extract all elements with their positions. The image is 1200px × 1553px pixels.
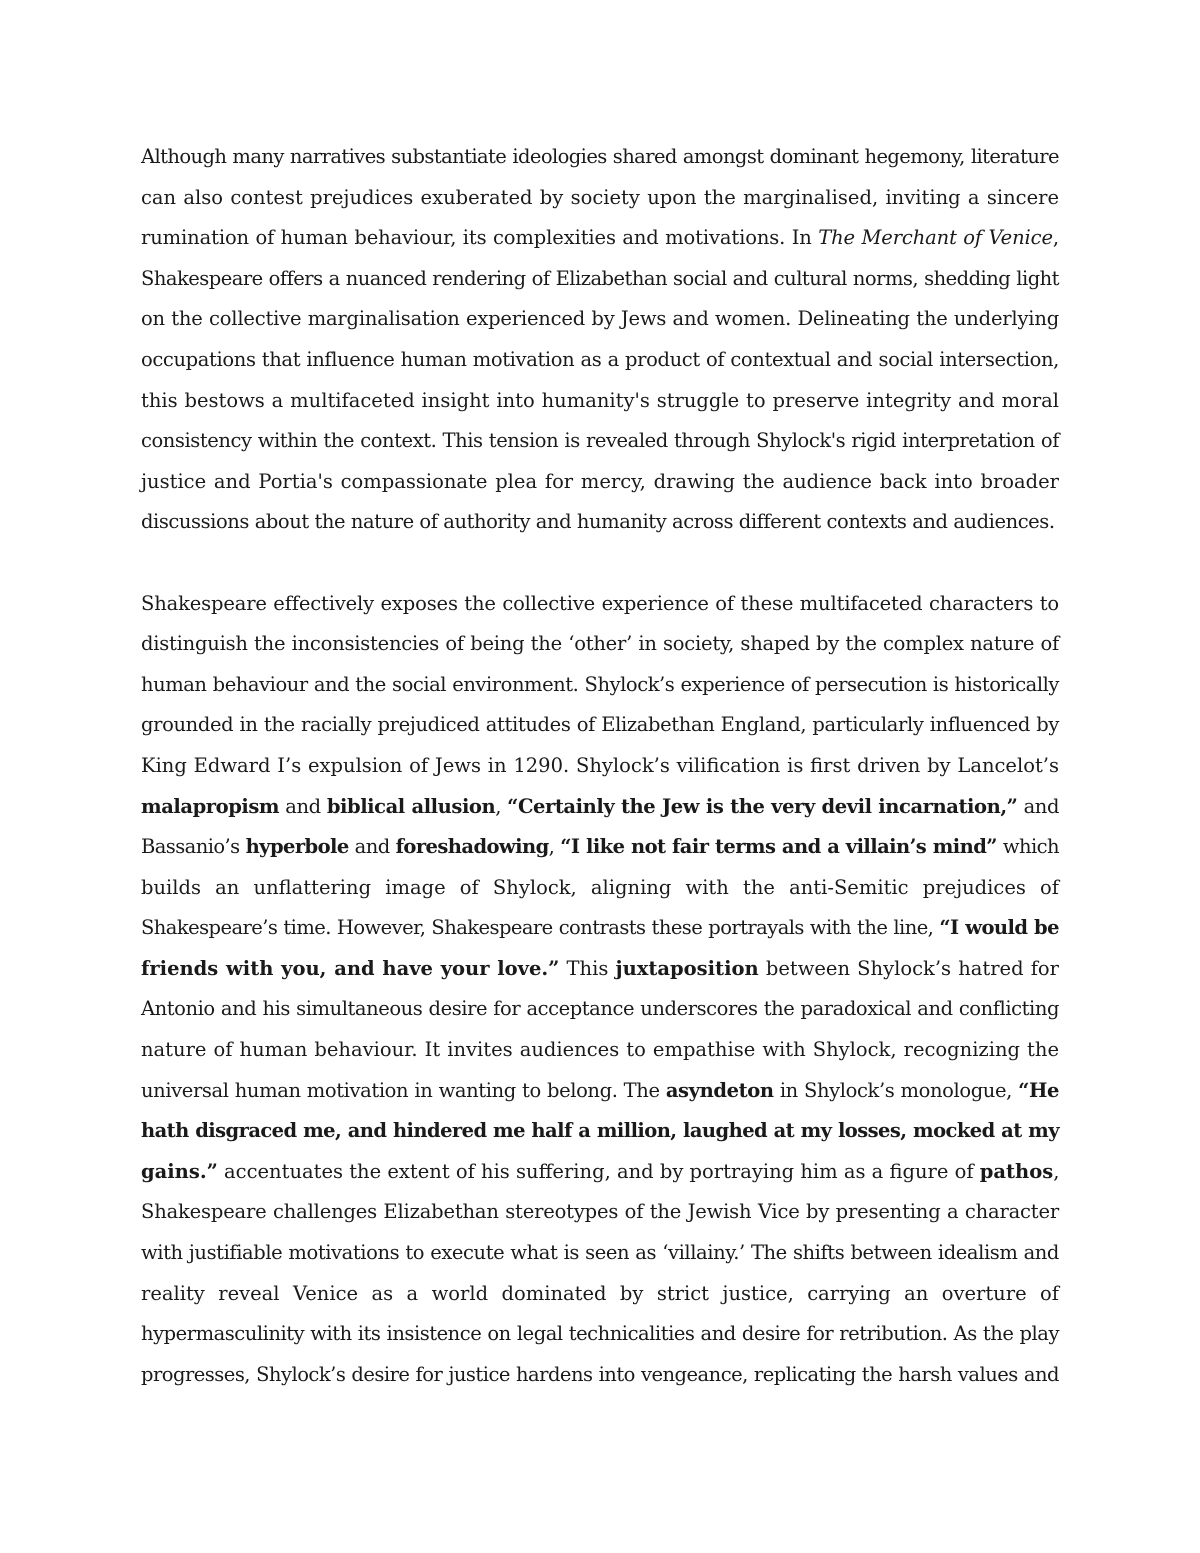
text-run: rumination of human behaviour, its complexities and motivations. In bbox=[141, 226, 819, 250]
text-line bbox=[141, 1274, 1059, 1315]
bold-text: “Certainly the Jew is the very devil incarnation,” bbox=[507, 794, 1018, 818]
text-line bbox=[141, 1071, 1059, 1112]
text-run: between Shylock’s hatred for bbox=[758, 956, 1059, 980]
text-run: Antonio and his simultaneous desire for acceptance underscores the paradoxical and conflicting bbox=[141, 997, 1059, 1021]
text-line bbox=[141, 624, 1059, 665]
bold-text: malapropism bbox=[141, 794, 280, 818]
text-run: Shakespeare challenges Elizabethan stereotypes of the Jewish Vice by presenting a character bbox=[141, 1200, 1059, 1224]
essay-body bbox=[141, 137, 1059, 1395]
text-run: and bbox=[1017, 794, 1059, 818]
bold-text: “He bbox=[1018, 1078, 1059, 1102]
text-run: in Shylock’s monologue, bbox=[773, 1078, 1019, 1102]
text-line bbox=[141, 868, 1059, 909]
text-run: Although many narratives substantiate ideologies shared amongst dominant hegemony, literature bbox=[141, 145, 1059, 168]
bold-text: “I like not fair terms and a villain’s mind” bbox=[560, 835, 997, 859]
text-run: hypermasculinity with its insistence on legal technicalities and desire for retribution. As the play bbox=[141, 1322, 1059, 1346]
text-line bbox=[141, 1030, 1059, 1071]
text-run: with justifiable motivations to execute what is seen as ‘villainy.’ The shifts between idealism and bbox=[141, 1241, 1059, 1265]
text-run: justice and Portia's compassionate plea for mercy, drawing the audience back into broader bbox=[141, 469, 1059, 493]
text-run: universal human motivation in wanting to belong. The bbox=[141, 1078, 666, 1102]
bold-text: pathos bbox=[979, 1159, 1054, 1183]
text-run: Shakespeare’s time. However, Shakespeare contrasts these portrayals with the line, bbox=[141, 916, 940, 940]
bold-text: “I would be bbox=[939, 916, 1059, 940]
bold-text: juxtaposition bbox=[615, 956, 759, 980]
text-run: , bbox=[1053, 1159, 1060, 1183]
text-run: occupations that influence human motivation as a product of contextual and social intersection, bbox=[141, 347, 1059, 371]
text-run: nature of human behaviour. It invites audiences to empathise with Shylock, recognizing the bbox=[141, 1038, 1059, 1062]
text-run: and bbox=[348, 835, 396, 859]
text-run: , bbox=[1052, 226, 1059, 250]
italic-title: The Merchant of Venice bbox=[818, 226, 1053, 250]
text-run: this bestows a multifaceted insight into humanity's struggle to preserve integrity and moral bbox=[141, 388, 1059, 412]
text-line bbox=[141, 787, 1059, 828]
text-line bbox=[141, 340, 1059, 381]
text-run: King Edward I’s expulsion of Jews in 1290. Shylock’s vilification is first driven by Lancelot’s bbox=[141, 753, 1059, 777]
text-run: accentuates the extent of his suffering, and by portraying him as a figure of bbox=[217, 1159, 980, 1183]
text-run: builds an unflattering image of Shylock, aligning with the anti-Semitic prejudices of bbox=[141, 875, 1059, 899]
text-run: consistency within the context. This tension is revealed through Shylock's rigid interpretation of bbox=[141, 429, 1059, 453]
text-line bbox=[141, 665, 1059, 706]
text-line bbox=[141, 1355, 1059, 1396]
bold-text: hyperbole bbox=[245, 835, 349, 859]
paragraph-1 bbox=[141, 137, 1059, 543]
text-run: on the collective marginalisation experienced by Jews and women. Delineating the underlying bbox=[141, 307, 1059, 331]
text-run: can also contest prejudices exuberated by society upon the marginalised, inviting a sincere bbox=[141, 185, 1059, 209]
text-line bbox=[141, 989, 1059, 1030]
text-line bbox=[141, 908, 1059, 949]
bold-text: gains.” bbox=[141, 1159, 218, 1183]
text-line bbox=[141, 137, 1059, 178]
text-run: which bbox=[996, 835, 1060, 859]
text-line bbox=[141, 827, 1059, 868]
text-line bbox=[141, 218, 1059, 259]
bold-text: foreshadowing bbox=[395, 835, 549, 859]
text-run: human behaviour and the social environment. Shylock’s experience of persecution is historically bbox=[141, 672, 1059, 696]
text-line bbox=[141, 584, 1059, 625]
text-line bbox=[141, 1314, 1059, 1355]
text-line bbox=[141, 502, 1059, 543]
text-run: and bbox=[279, 794, 327, 818]
text-line bbox=[141, 746, 1059, 787]
text-run: distinguish the inconsistencies of being the ‘other’ in society, shaped by the complex nature of bbox=[141, 632, 1059, 656]
bold-text: biblical allusion bbox=[326, 794, 496, 818]
text-run: This bbox=[559, 956, 616, 980]
text-line bbox=[141, 1233, 1059, 1274]
text-run: , bbox=[548, 835, 561, 859]
text-line bbox=[141, 381, 1059, 422]
text-run: Bassanio’s bbox=[141, 835, 246, 859]
text-line bbox=[141, 705, 1059, 746]
bold-text: friends with you, and have your love.” bbox=[141, 956, 560, 980]
text-run: progresses, Shylock’s desire for justice hardens into vengeance, replicating the harsh values and bbox=[141, 1362, 1059, 1386]
text-line bbox=[141, 178, 1059, 219]
text-run: Shakespeare offers a nuanced rendering of Elizabethan social and cultural norms, shedding light bbox=[141, 266, 1059, 290]
text-line bbox=[141, 1152, 1059, 1193]
text-line bbox=[141, 462, 1059, 503]
text-line bbox=[141, 1111, 1059, 1152]
text-run: Shakespeare effectively exposes the collective experience of these multifaceted characters to bbox=[141, 591, 1059, 615]
text-line bbox=[141, 949, 1059, 990]
text-run: grounded in the racially prejudiced attitudes of Elizabethan England, particularly influenced by bbox=[141, 713, 1059, 737]
text-line bbox=[141, 421, 1059, 462]
text-run: reality reveal Venice as a world dominated by strict justice, carrying an overture of bbox=[141, 1281, 1059, 1305]
text-run: , bbox=[495, 794, 508, 818]
text-run: discussions about the nature of authority and humanity across different contexts and audiences. bbox=[141, 510, 1055, 534]
text-line bbox=[141, 259, 1059, 300]
bold-text: hath disgraced me, and hindered me half a million, laughed at my losses, mocked at my bbox=[141, 1119, 1059, 1143]
bold-text: asyndeton bbox=[665, 1078, 774, 1102]
text-line bbox=[141, 1192, 1059, 1233]
text-line bbox=[141, 299, 1059, 340]
paragraph-2 bbox=[141, 584, 1059, 1396]
